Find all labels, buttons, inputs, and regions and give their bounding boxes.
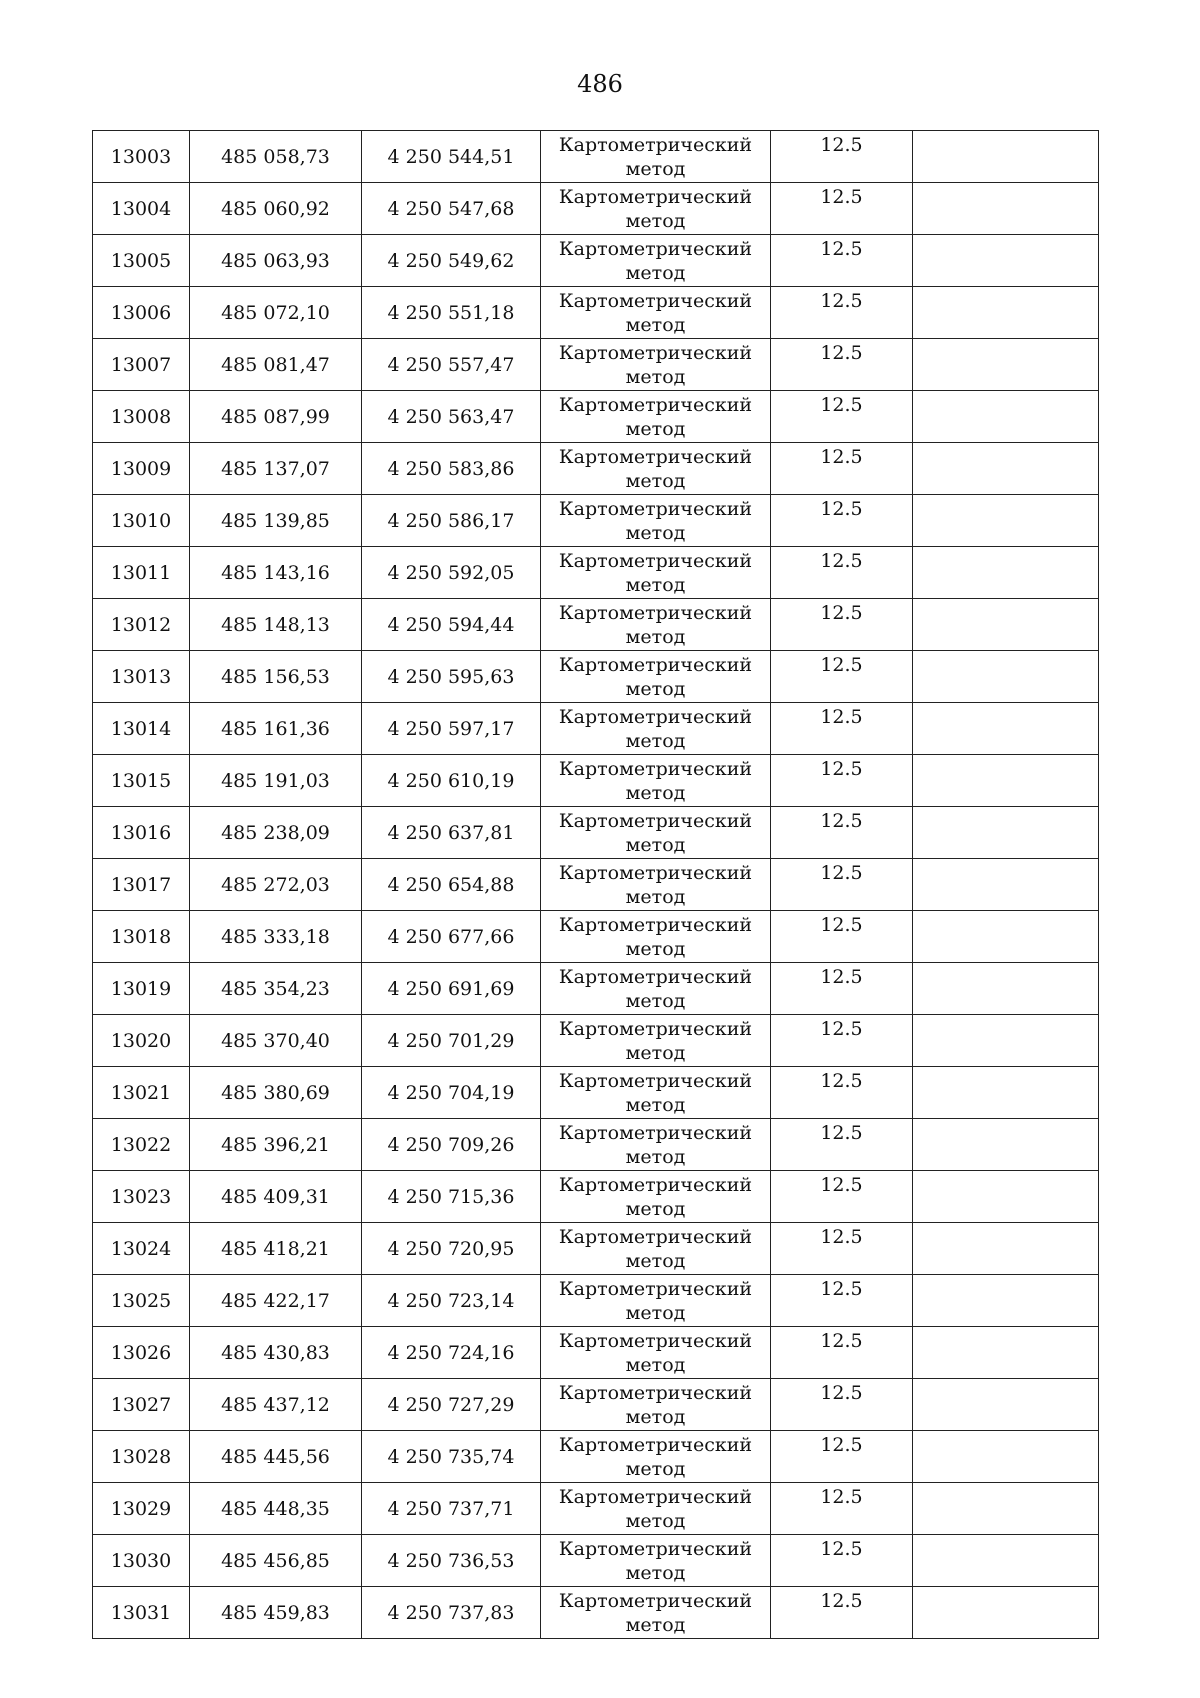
table-row bbox=[93, 911, 1099, 963]
accuracy-cell: 12.5 bbox=[771, 1431, 913, 1483]
method-line-2: метод bbox=[625, 470, 686, 492]
method-line-2: метод bbox=[625, 210, 686, 232]
method-cell bbox=[541, 963, 771, 1015]
table-row bbox=[93, 651, 1099, 703]
accuracy-cell: 12.5 bbox=[771, 1171, 913, 1223]
method-cell bbox=[541, 443, 771, 495]
note-cell bbox=[913, 1119, 1099, 1171]
y-coordinate-cell: 4 250 709,26 bbox=[362, 1119, 541, 1171]
x-coordinate-cell: 485 456,85 bbox=[190, 1535, 362, 1587]
method-cell bbox=[541, 651, 771, 703]
method-line-1: Картометрический bbox=[558, 1226, 753, 1248]
y-coordinate-cell: 4 250 677,66 bbox=[362, 911, 541, 963]
method-line-1: Картометрический bbox=[558, 550, 753, 572]
x-coordinate-cell: 485 072,10 bbox=[190, 287, 362, 339]
point-id-cell: 13025 bbox=[93, 1275, 190, 1327]
method-cell bbox=[541, 1431, 771, 1483]
x-coordinate-cell: 485 448,35 bbox=[190, 1483, 362, 1535]
method-cell bbox=[541, 1015, 771, 1067]
accuracy-cell: 12.5 bbox=[771, 1483, 913, 1535]
method-line-2: метод bbox=[625, 782, 686, 804]
accuracy-cell: 12.5 bbox=[771, 547, 913, 599]
method-cell bbox=[541, 599, 771, 651]
note-cell bbox=[913, 131, 1099, 183]
method-line-2: метод bbox=[625, 678, 686, 700]
y-coordinate-cell: 4 250 691,69 bbox=[362, 963, 541, 1015]
note-cell bbox=[913, 547, 1099, 599]
method-line-2: метод bbox=[625, 1094, 686, 1116]
method-cell bbox=[541, 287, 771, 339]
y-coordinate-cell: 4 250 551,18 bbox=[362, 287, 541, 339]
note-cell bbox=[913, 235, 1099, 287]
method-cell bbox=[541, 1223, 771, 1275]
accuracy-cell: 12.5 bbox=[771, 183, 913, 235]
table-row bbox=[93, 859, 1099, 911]
table-row bbox=[93, 547, 1099, 599]
method-line-2: метод bbox=[625, 1354, 686, 1376]
x-coordinate-cell: 485 238,09 bbox=[190, 807, 362, 859]
note-cell bbox=[913, 755, 1099, 807]
note-cell bbox=[913, 1379, 1099, 1431]
table-row bbox=[93, 235, 1099, 287]
accuracy-cell: 12.5 bbox=[771, 911, 913, 963]
y-coordinate-cell: 4 250 557,47 bbox=[362, 339, 541, 391]
point-id-cell: 13018 bbox=[93, 911, 190, 963]
accuracy-cell: 12.5 bbox=[771, 287, 913, 339]
method-cell bbox=[541, 1379, 771, 1431]
y-coordinate-cell: 4 250 654,88 bbox=[362, 859, 541, 911]
method-line-2: метод bbox=[625, 1562, 686, 1584]
point-id-cell: 13022 bbox=[93, 1119, 190, 1171]
y-coordinate-cell: 4 250 597,17 bbox=[362, 703, 541, 755]
accuracy-cell: 12.5 bbox=[771, 1067, 913, 1119]
y-coordinate-cell: 4 250 720,95 bbox=[362, 1223, 541, 1275]
point-id-cell: 13007 bbox=[93, 339, 190, 391]
note-cell bbox=[913, 651, 1099, 703]
note-cell bbox=[913, 391, 1099, 443]
y-coordinate-cell: 4 250 735,74 bbox=[362, 1431, 541, 1483]
accuracy-cell: 12.5 bbox=[771, 963, 913, 1015]
note-cell bbox=[913, 495, 1099, 547]
accuracy-cell: 12.5 bbox=[771, 131, 913, 183]
method-line-2: метод bbox=[625, 1198, 686, 1220]
x-coordinate-cell: 485 060,92 bbox=[190, 183, 362, 235]
method-line-1: Картометрический bbox=[558, 446, 753, 468]
table-row bbox=[93, 131, 1099, 183]
coordinates-table bbox=[92, 130, 1099, 1639]
page-number: 486 bbox=[577, 70, 623, 98]
note-cell bbox=[913, 183, 1099, 235]
method-cell bbox=[541, 495, 771, 547]
x-coordinate-cell: 485 063,93 bbox=[190, 235, 362, 287]
accuracy-cell: 12.5 bbox=[771, 443, 913, 495]
note-cell bbox=[913, 339, 1099, 391]
method-cell bbox=[541, 391, 771, 443]
method-cell bbox=[541, 1587, 771, 1639]
x-coordinate-cell: 485 191,03 bbox=[190, 755, 362, 807]
method-line-1: Картометрический bbox=[558, 1330, 753, 1352]
method-cell bbox=[541, 1119, 771, 1171]
method-cell bbox=[541, 131, 771, 183]
table-row bbox=[93, 495, 1099, 547]
point-id-cell: 13015 bbox=[93, 755, 190, 807]
note-cell bbox=[913, 599, 1099, 651]
method-cell bbox=[541, 1067, 771, 1119]
y-coordinate-cell: 4 250 715,36 bbox=[362, 1171, 541, 1223]
point-id-cell: 13027 bbox=[93, 1379, 190, 1431]
accuracy-cell: 12.5 bbox=[771, 1535, 913, 1587]
method-cell bbox=[541, 1171, 771, 1223]
method-line-1: Картометрический bbox=[558, 342, 753, 364]
method-cell bbox=[541, 1275, 771, 1327]
method-line-2: метод bbox=[625, 418, 686, 440]
note-cell bbox=[913, 1275, 1099, 1327]
table-row bbox=[93, 1587, 1099, 1639]
x-coordinate-cell: 485 081,47 bbox=[190, 339, 362, 391]
note-cell bbox=[913, 443, 1099, 495]
point-id-cell: 13003 bbox=[93, 131, 190, 183]
x-coordinate-cell: 485 437,12 bbox=[190, 1379, 362, 1431]
note-cell bbox=[913, 287, 1099, 339]
y-coordinate-cell: 4 250 544,51 bbox=[362, 131, 541, 183]
y-coordinate-cell: 4 250 563,47 bbox=[362, 391, 541, 443]
accuracy-cell: 12.5 bbox=[771, 1379, 913, 1431]
point-id-cell: 13005 bbox=[93, 235, 190, 287]
method-cell bbox=[541, 183, 771, 235]
method-line-1: Картометрический bbox=[558, 1382, 753, 1404]
y-coordinate-cell: 4 250 549,62 bbox=[362, 235, 541, 287]
x-coordinate-cell: 485 156,53 bbox=[190, 651, 362, 703]
method-cell bbox=[541, 235, 771, 287]
accuracy-cell: 12.5 bbox=[771, 651, 913, 703]
point-id-cell: 13017 bbox=[93, 859, 190, 911]
table-row bbox=[93, 1483, 1099, 1535]
point-id-cell: 13021 bbox=[93, 1067, 190, 1119]
method-cell bbox=[541, 547, 771, 599]
point-id-cell: 13010 bbox=[93, 495, 190, 547]
method-line-1: Картометрический bbox=[558, 1538, 753, 1560]
table-row bbox=[93, 1223, 1099, 1275]
accuracy-cell: 12.5 bbox=[771, 235, 913, 287]
point-id-cell: 13012 bbox=[93, 599, 190, 651]
method-line-2: метод bbox=[625, 522, 686, 544]
method-line-2: метод bbox=[625, 314, 686, 336]
method-line-2: метод bbox=[625, 730, 686, 752]
table-row bbox=[93, 755, 1099, 807]
y-coordinate-cell: 4 250 736,53 bbox=[362, 1535, 541, 1587]
accuracy-cell: 12.5 bbox=[771, 339, 913, 391]
y-coordinate-cell: 4 250 723,14 bbox=[362, 1275, 541, 1327]
method-line-2: метод bbox=[625, 834, 686, 856]
table-row bbox=[93, 1015, 1099, 1067]
method-line-1: Картометрический bbox=[558, 238, 753, 260]
table-row bbox=[93, 287, 1099, 339]
method-cell bbox=[541, 1483, 771, 1535]
table-row bbox=[93, 1119, 1099, 1171]
method-line-2: метод bbox=[625, 574, 686, 596]
table-row bbox=[93, 391, 1099, 443]
table-row bbox=[93, 599, 1099, 651]
y-coordinate-cell: 4 250 704,19 bbox=[362, 1067, 541, 1119]
point-id-cell: 13026 bbox=[93, 1327, 190, 1379]
accuracy-cell: 12.5 bbox=[771, 1327, 913, 1379]
accuracy-cell: 12.5 bbox=[771, 703, 913, 755]
note-cell bbox=[913, 963, 1099, 1015]
method-line-1: Картометрический bbox=[558, 1278, 753, 1300]
method-line-2: метод bbox=[625, 1302, 686, 1324]
note-cell bbox=[913, 1483, 1099, 1535]
point-id-cell: 13013 bbox=[93, 651, 190, 703]
point-id-cell: 13023 bbox=[93, 1171, 190, 1223]
method-line-2: метод bbox=[625, 626, 686, 648]
x-coordinate-cell: 485 396,21 bbox=[190, 1119, 362, 1171]
x-coordinate-cell: 485 139,85 bbox=[190, 495, 362, 547]
method-line-1: Картометрический bbox=[558, 602, 753, 624]
method-line-1: Картометрический bbox=[558, 1486, 753, 1508]
method-line-1: Картометрический bbox=[558, 1070, 753, 1092]
y-coordinate-cell: 4 250 737,83 bbox=[362, 1587, 541, 1639]
x-coordinate-cell: 485 418,21 bbox=[190, 1223, 362, 1275]
point-id-cell: 13009 bbox=[93, 443, 190, 495]
note-cell bbox=[913, 1015, 1099, 1067]
x-coordinate-cell: 485 161,36 bbox=[190, 703, 362, 755]
method-cell bbox=[541, 339, 771, 391]
method-line-2: метод bbox=[625, 1042, 686, 1064]
accuracy-cell: 12.5 bbox=[771, 1015, 913, 1067]
table-row bbox=[93, 1535, 1099, 1587]
point-id-cell: 13006 bbox=[93, 287, 190, 339]
y-coordinate-cell: 4 250 586,17 bbox=[362, 495, 541, 547]
method-cell bbox=[541, 911, 771, 963]
x-coordinate-cell: 485 445,56 bbox=[190, 1431, 362, 1483]
table-row bbox=[93, 339, 1099, 391]
x-coordinate-cell: 485 272,03 bbox=[190, 859, 362, 911]
y-coordinate-cell: 4 250 583,86 bbox=[362, 443, 541, 495]
x-coordinate-cell: 485 148,13 bbox=[190, 599, 362, 651]
accuracy-cell: 12.5 bbox=[771, 1275, 913, 1327]
method-line-1: Картометрический bbox=[558, 498, 753, 520]
point-id-cell: 13031 bbox=[93, 1587, 190, 1639]
y-coordinate-cell: 4 250 737,71 bbox=[362, 1483, 541, 1535]
table-row bbox=[93, 807, 1099, 859]
point-id-cell: 13029 bbox=[93, 1483, 190, 1535]
y-coordinate-cell: 4 250 727,29 bbox=[362, 1379, 541, 1431]
point-id-cell: 13024 bbox=[93, 1223, 190, 1275]
y-coordinate-cell: 4 250 701,29 bbox=[362, 1015, 541, 1067]
accuracy-cell: 12.5 bbox=[771, 859, 913, 911]
method-cell bbox=[541, 859, 771, 911]
table-row bbox=[93, 703, 1099, 755]
point-id-cell: 13004 bbox=[93, 183, 190, 235]
method-line-1: Картометрический bbox=[558, 758, 753, 780]
x-coordinate-cell: 485 380,69 bbox=[190, 1067, 362, 1119]
method-cell bbox=[541, 755, 771, 807]
method-line-1: Картометрический bbox=[558, 1174, 753, 1196]
method-line-2: метод bbox=[625, 1614, 686, 1636]
method-line-1: Картометрический bbox=[558, 914, 753, 936]
table-row bbox=[93, 963, 1099, 1015]
note-cell bbox=[913, 911, 1099, 963]
x-coordinate-cell: 485 058,73 bbox=[190, 131, 362, 183]
note-cell bbox=[913, 859, 1099, 911]
method-line-1: Картометрический bbox=[558, 1018, 753, 1040]
method-line-1: Картометрический bbox=[558, 862, 753, 884]
point-id-cell: 13014 bbox=[93, 703, 190, 755]
point-id-cell: 13008 bbox=[93, 391, 190, 443]
point-id-cell: 13020 bbox=[93, 1015, 190, 1067]
y-coordinate-cell: 4 250 637,81 bbox=[362, 807, 541, 859]
table-row bbox=[93, 1171, 1099, 1223]
x-coordinate-cell: 485 087,99 bbox=[190, 391, 362, 443]
point-id-cell: 13030 bbox=[93, 1535, 190, 1587]
note-cell bbox=[913, 1067, 1099, 1119]
accuracy-cell: 12.5 bbox=[771, 807, 913, 859]
note-cell bbox=[913, 1431, 1099, 1483]
accuracy-cell: 12.5 bbox=[771, 1587, 913, 1639]
accuracy-cell: 12.5 bbox=[771, 1119, 913, 1171]
method-line-2: метод bbox=[625, 886, 686, 908]
method-line-1: Картометрический bbox=[558, 1434, 753, 1456]
note-cell bbox=[913, 1327, 1099, 1379]
accuracy-cell: 12.5 bbox=[771, 391, 913, 443]
method-line-1: Картометрический bbox=[558, 966, 753, 988]
table-row bbox=[93, 1067, 1099, 1119]
table-row bbox=[93, 1275, 1099, 1327]
y-coordinate-cell: 4 250 610,19 bbox=[362, 755, 541, 807]
method-line-1: Картометрический bbox=[558, 706, 753, 728]
method-cell bbox=[541, 703, 771, 755]
y-coordinate-cell: 4 250 595,63 bbox=[362, 651, 541, 703]
note-cell bbox=[913, 1587, 1099, 1639]
x-coordinate-cell: 485 459,83 bbox=[190, 1587, 362, 1639]
x-coordinate-cell: 485 333,18 bbox=[190, 911, 362, 963]
table-body bbox=[93, 131, 1099, 1639]
y-coordinate-cell: 4 250 547,68 bbox=[362, 183, 541, 235]
method-line-2: метод bbox=[625, 1458, 686, 1480]
x-coordinate-cell: 485 143,16 bbox=[190, 547, 362, 599]
table-row bbox=[93, 1327, 1099, 1379]
method-line-2: метод bbox=[625, 938, 686, 960]
method-cell bbox=[541, 1535, 771, 1587]
method-line-2: метод bbox=[625, 366, 686, 388]
x-coordinate-cell: 485 409,31 bbox=[190, 1171, 362, 1223]
point-id-cell: 13019 bbox=[93, 963, 190, 1015]
note-cell bbox=[913, 1223, 1099, 1275]
note-cell bbox=[913, 1535, 1099, 1587]
method-line-1: Картометрический bbox=[558, 290, 753, 312]
note-cell bbox=[913, 807, 1099, 859]
x-coordinate-cell: 485 370,40 bbox=[190, 1015, 362, 1067]
point-id-cell: 13016 bbox=[93, 807, 190, 859]
table-row bbox=[93, 183, 1099, 235]
method-line-2: метод bbox=[625, 1250, 686, 1272]
y-coordinate-cell: 4 250 592,05 bbox=[362, 547, 541, 599]
method-line-2: метод bbox=[625, 990, 686, 1012]
table-row bbox=[93, 1379, 1099, 1431]
method-line-2: метод bbox=[625, 1406, 686, 1428]
x-coordinate-cell: 485 422,17 bbox=[190, 1275, 362, 1327]
accuracy-cell: 12.5 bbox=[771, 599, 913, 651]
note-cell bbox=[913, 703, 1099, 755]
y-coordinate-cell: 4 250 594,44 bbox=[362, 599, 541, 651]
table-row bbox=[93, 443, 1099, 495]
method-line-2: метод bbox=[625, 262, 686, 284]
table-row bbox=[93, 1431, 1099, 1483]
method-line-2: метод bbox=[625, 1146, 686, 1168]
method-line-1: Картометрический bbox=[558, 1590, 753, 1612]
method-cell bbox=[541, 807, 771, 859]
method-line-1: Картометрический bbox=[558, 810, 753, 832]
accuracy-cell: 12.5 bbox=[771, 1223, 913, 1275]
accuracy-cell: 12.5 bbox=[771, 755, 913, 807]
method-line-1: Картометрический bbox=[558, 1122, 753, 1144]
method-line-1: Картометрический bbox=[558, 134, 753, 156]
x-coordinate-cell: 485 354,23 bbox=[190, 963, 362, 1015]
method-line-1: Картометрический bbox=[558, 394, 753, 416]
x-coordinate-cell: 485 430,83 bbox=[190, 1327, 362, 1379]
y-coordinate-cell: 4 250 724,16 bbox=[362, 1327, 541, 1379]
point-id-cell: 13011 bbox=[93, 547, 190, 599]
point-id-cell: 13028 bbox=[93, 1431, 190, 1483]
method-line-2: метод bbox=[625, 158, 686, 180]
method-line-2: метод bbox=[625, 1510, 686, 1532]
accuracy-cell: 12.5 bbox=[771, 495, 913, 547]
method-line-1: Картометрический bbox=[558, 186, 753, 208]
x-coordinate-cell: 485 137,07 bbox=[190, 443, 362, 495]
method-cell bbox=[541, 1327, 771, 1379]
method-line-1: Картометрический bbox=[558, 654, 753, 676]
note-cell bbox=[913, 1171, 1099, 1223]
